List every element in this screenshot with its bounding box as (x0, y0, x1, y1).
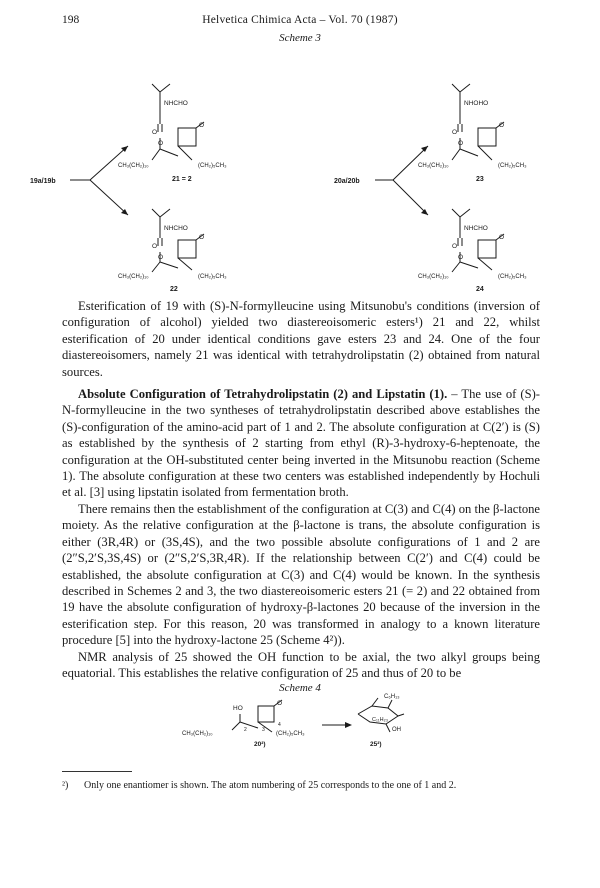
nhcho-label-22: NHCHO (164, 225, 188, 232)
footnote-text: Only one enantiomer is shown. The atom numbering of 25 corresponds to the one of 1 and 2. (84, 780, 457, 791)
chain-right-22: (CH₂)₅CH₃ (198, 274, 227, 280)
chain-left-22: CH₃(CH₂)₁₀ (118, 274, 149, 280)
o-label-22a: O (152, 243, 158, 250)
page-number: 198 (62, 14, 80, 26)
o-label-23b: O (458, 140, 464, 147)
chain-left-20: CH₃(CH₂)₁₀ (182, 731, 213, 737)
scheme-3-title: Scheme 3 (279, 32, 321, 44)
compound-label-23: 23 (476, 176, 484, 183)
atom-num-3: 3 (262, 727, 265, 733)
compound-label-20: 20²) (254, 741, 266, 748)
o-label-22c: O (199, 234, 205, 241)
o-label-21c: O (199, 122, 205, 129)
compound-label-25: 25²) (370, 741, 382, 748)
start-label-right: 20a/20b (334, 178, 360, 185)
paragraph-1: Esterification of 19 with (S)-N-formylleucine using Mitsunobu's conditions (inversion of configuration of alcohol) yielded two diastereoisomeric esters¹) 21 and 22, whilst esterification of 20 under identical conditions gave esters 23 and 24. One of the four diastereoisomers, namely 21 was identical with tetrahydrolipstatin (2) obtained from natural sources. (62, 299, 540, 379)
substituent-top: C₆H₁₃ (384, 694, 400, 700)
chain-right-23: (CH₂)₅CH₃ (498, 163, 527, 169)
o-label-21a: O (152, 129, 158, 136)
footnote-marker: ²) (62, 780, 69, 791)
o-label-23a: O (452, 129, 458, 136)
paragraph-4: NMR analysis of 25 showed the OH function to be axial, the two alkyl groups being equatorial. This establishes the relative configuration of 25 and thus of 20 to be (62, 649, 540, 680)
substituent-mid: C₁₁H₂₃ (372, 717, 389, 723)
o-label-20: O (277, 700, 283, 707)
paragraph-3: There remains then the establishment of the configuration at C(3) and C(4) on the β-lactone moiety. As the relative configuration at the β-lactone is trans, the absolute configuration is either (3R,4R) or (3S,4S), and the two possible absolute configurations of 1 and 2 are (2″S,2′S,3S,4S) or (2″S,2′S,3R,4R). If the relationship between C(2′) and C(4) could be established, the absolute configuration at C(3) and C(4) would be known. In the synthesis described in Schemes 2 and 3, the two diastereoisomeric esters 21 (= 2) and 22 obtained from 19 have the absolute configuration of hydroxy-β-lactones 20 because of the inversion in the esterification step. For this reason, 20 was transformed in analogy to a known literature procedure [5] into the hydroxy-lactone 25 (Scheme 4²)). (62, 501, 540, 648)
compound-label-22: 22 (170, 286, 178, 293)
running-title: Helvetica Chimica Acta – Vol. 70 (1987) (202, 14, 398, 26)
chain-right-20: (CH₂)₅CH₃ (276, 731, 305, 737)
chain-left-21: CH₃(CH₂)₁₀ (118, 163, 149, 169)
atom-num-2: 2 (244, 727, 247, 733)
o-label-23c: O (499, 122, 505, 129)
o-label-21b: O (158, 140, 164, 147)
o-label-24a: O (452, 243, 458, 250)
nhoho-label-23: NHOHO (464, 100, 489, 107)
o-label-24b: O (458, 254, 464, 261)
ho-label: HO (233, 705, 243, 712)
chain-left-24: CH₃(CH₂)₁₀ (418, 274, 449, 280)
scheme-4-title: Scheme 4 (279, 682, 321, 694)
nhcho-label-21: NHCHO (164, 100, 188, 107)
start-label-left: 19a/19b (30, 178, 56, 185)
nhcho-label-24: NHCHO (464, 225, 488, 232)
o-label-22b: O (158, 254, 164, 261)
section-heading: Absolute Configuration of Tetrahydrolipstatin (2) and Lipstatin (1). (78, 387, 448, 402)
o-label-24c: O (499, 234, 505, 241)
chain-right-21: (CH₂)₅CH₃ (198, 163, 227, 169)
oh-label: OH (392, 727, 401, 733)
footnote-rule (62, 771, 132, 772)
compound-label-24: 24 (476, 286, 484, 293)
compound-label-21: 21 = 2 (172, 176, 192, 183)
paragraph-2-text: – The use of (S)-N-formylleucine in the two syntheses of tetrahydrolipstatin described above establishes the (S)-configuration of the amino-acid part of 1 and 2. The absolute configuration at C(2′) is (S) as established by the synthesis of 2 starting from ethyl (R)-3-hydroxy-6-heptenoate, the configuration at the OH-substituted center being inverted in the Mitsunobu reaction (Scheme 1). The absolute configuration at these two centers was established independently by Hochuli et al. [3] using lipstatin isolated from fermentation broth. (62, 387, 541, 500)
atom-num-4: 4 (278, 722, 281, 728)
chain-left-23: CH₃(CH₂)₁₀ (418, 163, 449, 169)
chain-right-24: (CH₂)₅CH₃ (498, 274, 527, 280)
